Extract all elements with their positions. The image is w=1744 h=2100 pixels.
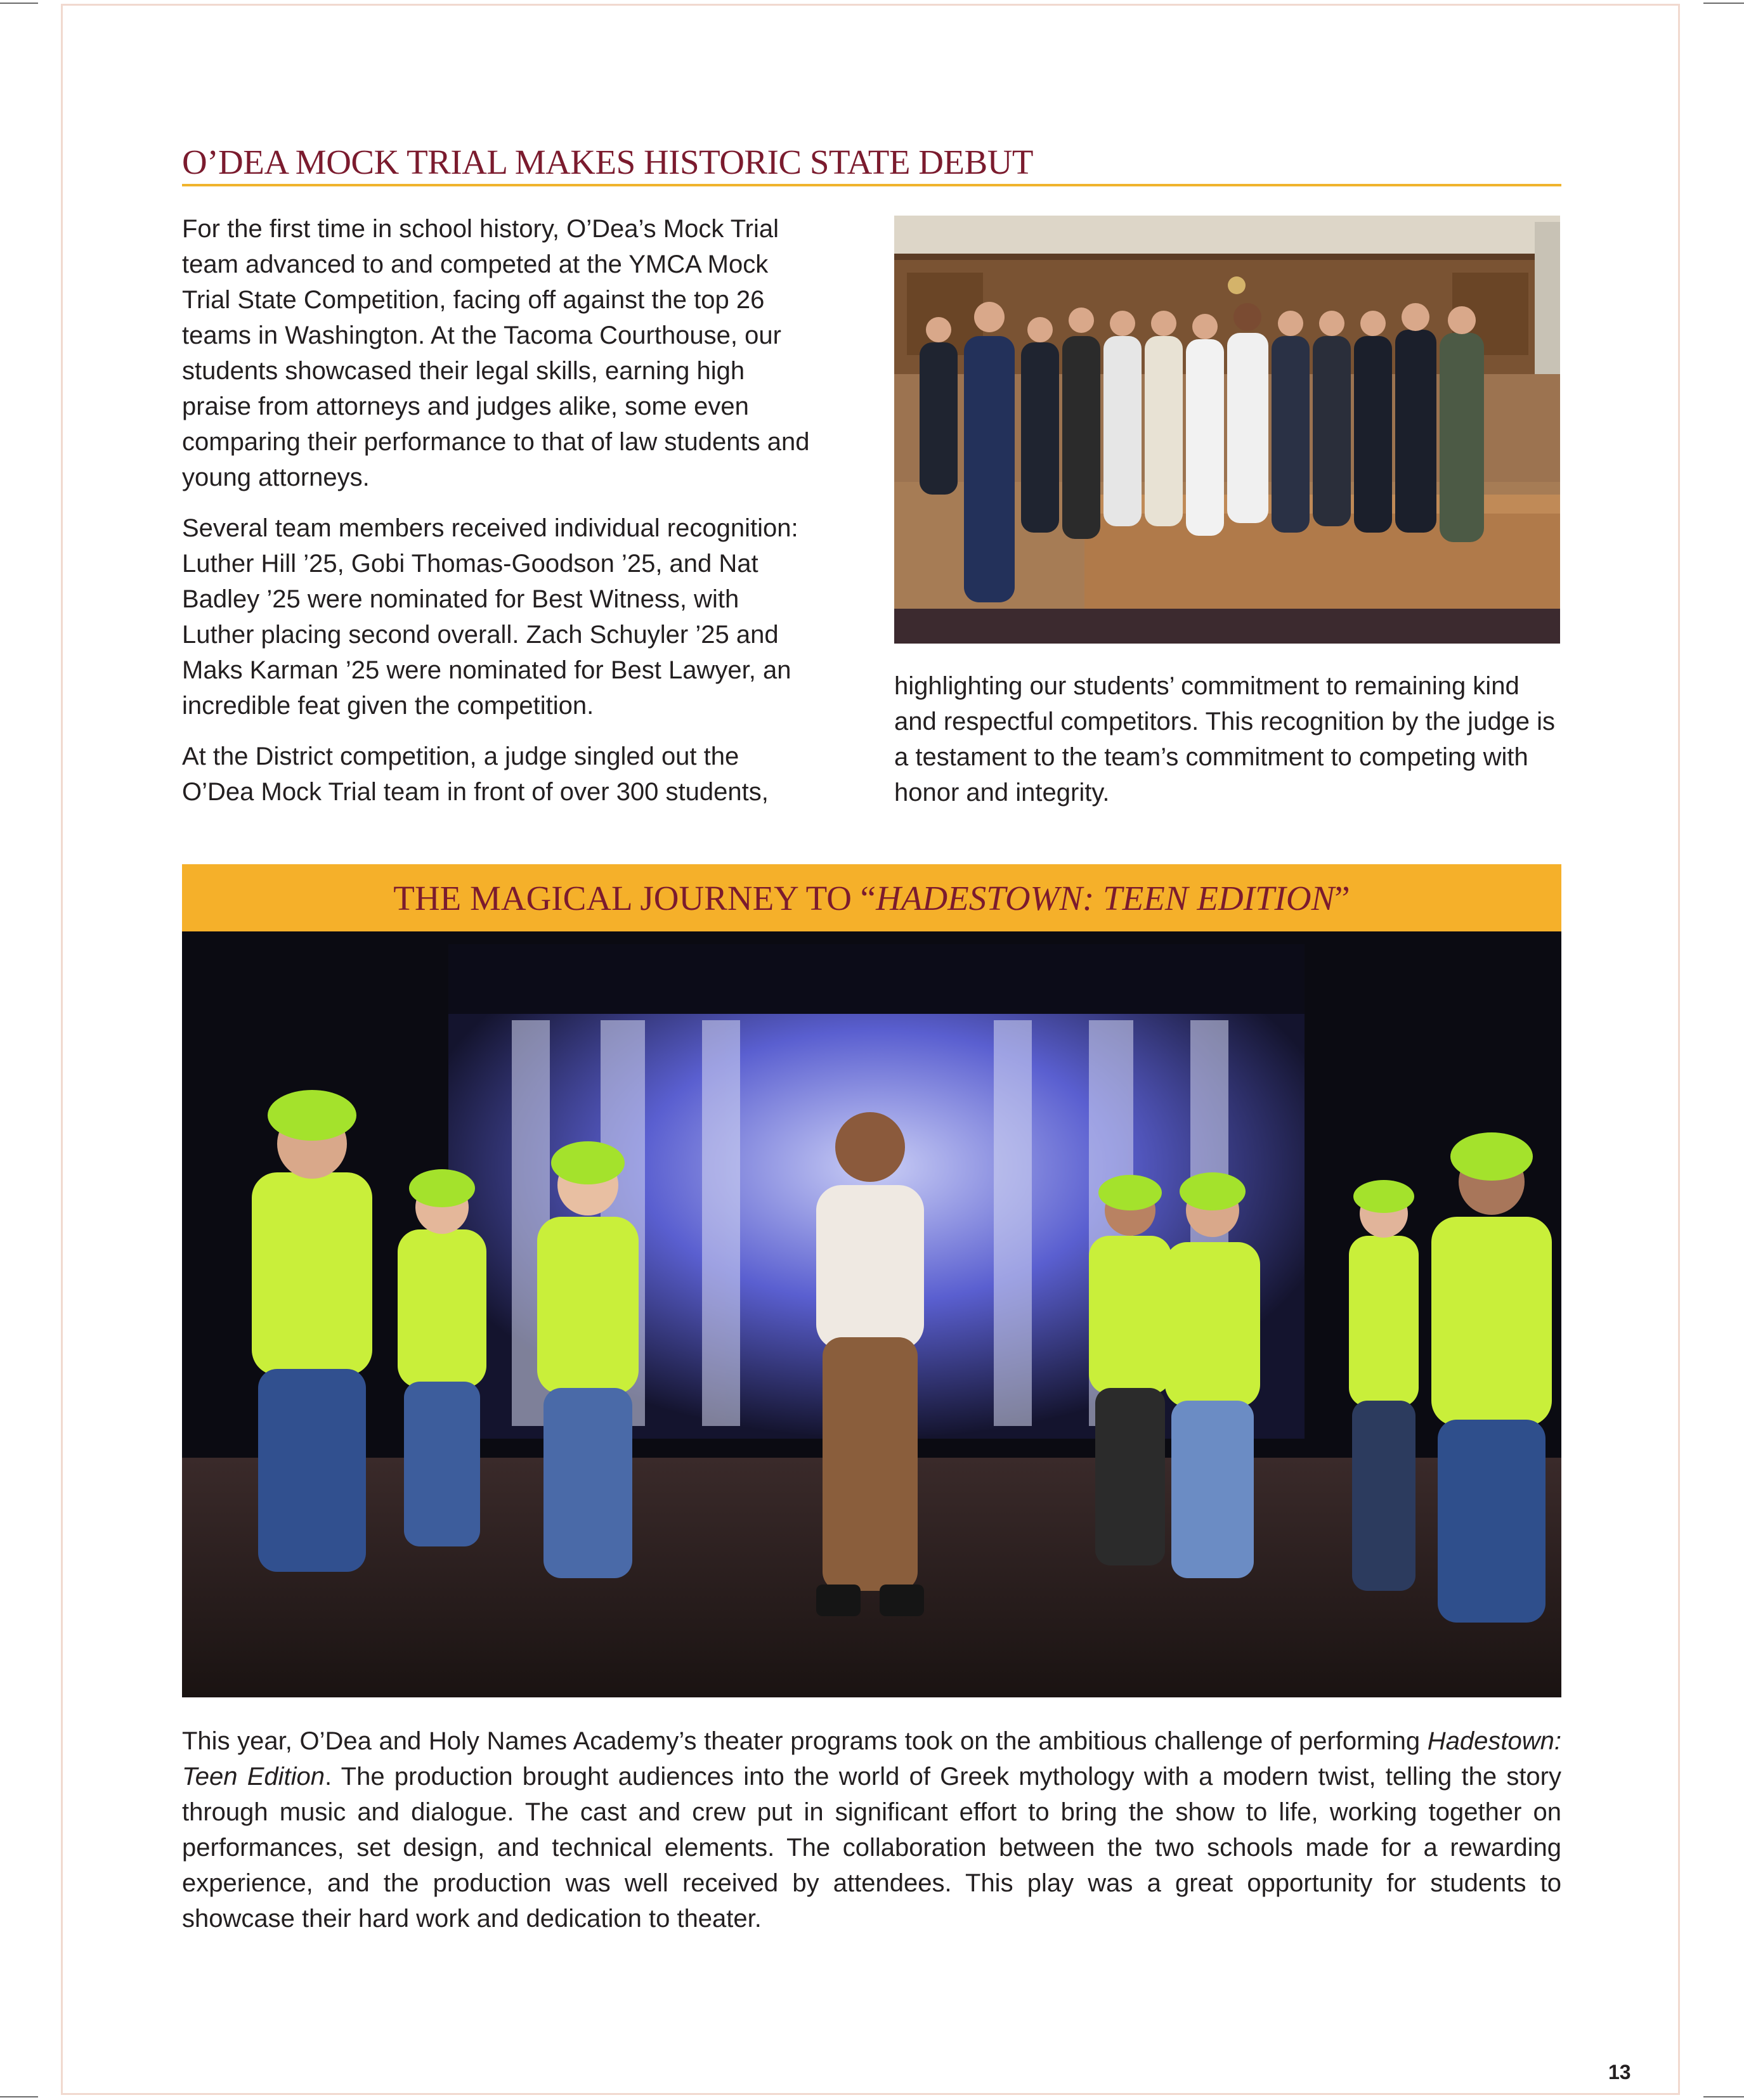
hadestown-body-rest: . The production brought audiences into the world of Greek mythology with a modern twist, telling the story through music and dialogue. The cast and crew put in significant effort to bring the show to life, working together on performances, set design, and technical elements. The collaboration between the two schools made for a rewarding experience, and the production was well received by attendees. This play was a great opportunity for students to showcase their hard work and dedication to theater. bbox=[182, 1763, 1561, 1933]
hadestown-headline-title: HADESTOWN: TEEN EDITION bbox=[876, 878, 1335, 917]
hadestown-headline-prefix: THE MAGICAL JOURNEY TO “ bbox=[393, 878, 876, 917]
mock-trial-paragraph-3: At the District competition, a judge singled out the O’Dea Mock Trial team in front of over 300 students, bbox=[182, 742, 769, 806]
hadestown-body-title: Hadestown: Teen Edition bbox=[182, 1727, 1561, 1791]
mock-trial-paragraph-4: highlighting our students’ commitment to remaining kind and respectful competitors. This recognition by the judge is a testament to the team’s commitment to competing with honor and integrity. bbox=[894, 672, 1556, 807]
crop-mark-bottom-right bbox=[1703, 2096, 1744, 2097]
mock-trial-left-column bbox=[182, 211, 816, 825]
mock-trial-team-photo bbox=[894, 216, 1560, 644]
hadestown-body bbox=[182, 1723, 1561, 1936]
crop-mark-top-right bbox=[1703, 3, 1744, 4]
hadestown-body-start: This year, O’Dea and Holy Names Academy’s theater programs took on the ambitious challenge of performing bbox=[182, 1727, 1428, 1755]
mock-trial-paragraph-2: Several team members received individual recognition: Luther Hill ’25, Gobi Thomas-Goodson ’25, and Nat Badley ’25 were nominated for Best Witness, with Luther placing second overall. Zach Schuyler ’25 and Maks Karman ’25 were nominated for Best Lawyer, an incredible feat given the competition. bbox=[182, 514, 798, 720]
headline-rule bbox=[182, 184, 1561, 186]
hadestown-stage-photo bbox=[182, 931, 1561, 1697]
hadestown-headline-banner bbox=[182, 864, 1561, 931]
hadestown-headline-suffix: ” bbox=[1334, 878, 1350, 917]
page-number: 13 bbox=[1608, 2061, 1631, 2084]
mock-trial-headline: O’DEA MOCK TRIAL MAKES HISTORIC STATE DEBUT bbox=[182, 143, 1034, 181]
crop-mark-top-left bbox=[0, 3, 38, 4]
crop-mark-bottom-left bbox=[0, 2096, 38, 2097]
mock-trial-paragraph-1: For the first time in school history, O’Dea’s Mock Trial team advanced to and competed at the YMCA Mock Trial State Competition, facing off against the top 26 teams in Washington. At the Tacoma Courthouse, our students showcased their legal skills, earning high praise from attorneys and judges alike, some even comparing their performance to that of law students and young attorneys. bbox=[182, 215, 810, 491]
mock-trial-right-column bbox=[894, 668, 1566, 826]
